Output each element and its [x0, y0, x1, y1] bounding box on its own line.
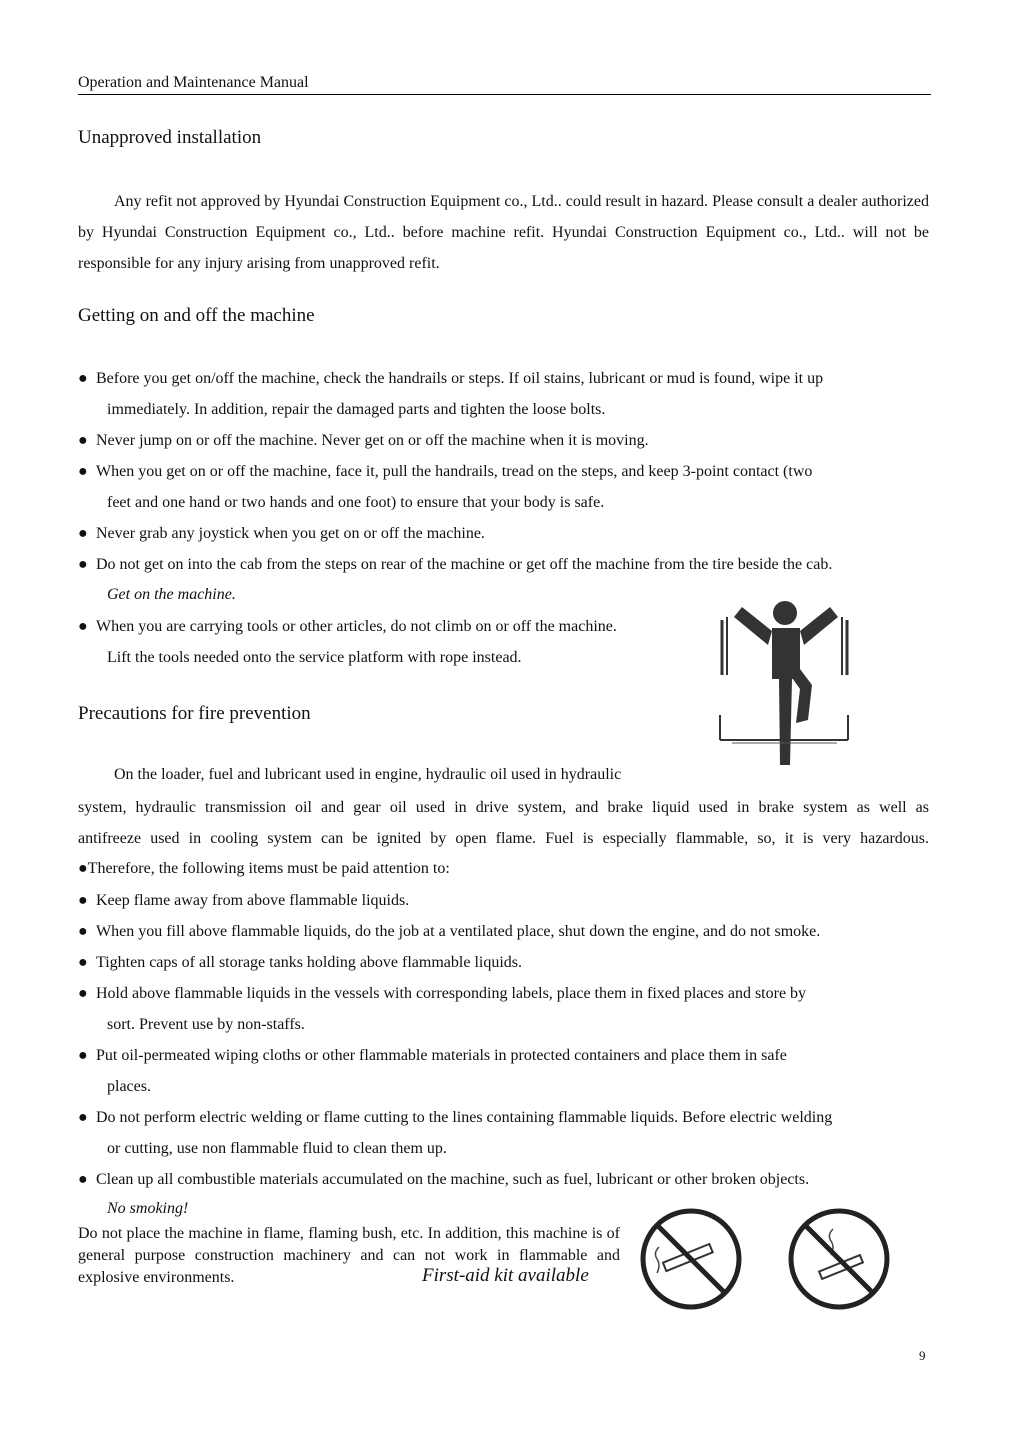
- list-item-text-cont: Lift the tools needed onto the service platform with rope instead.: [107, 649, 522, 666]
- list-item: [78, 363, 929, 425]
- list-item-text: Do not perform electric welding or flame cutting to the lines containing flammable liquids. Before electric welding: [96, 1109, 833, 1126]
- list-item: [78, 518, 929, 549]
- bullet-icon: ●: [78, 923, 88, 940]
- bullet-icon: ●: [78, 1171, 88, 1188]
- bullet-icon: ●: [78, 525, 88, 542]
- list-item: [78, 1040, 929, 1102]
- fire-intro-line-2: system, hydraulic transmission oil and gear oil used in drive system, and brake liquid used in brake system as well as: [78, 799, 929, 816]
- no-smoking-icon: [635, 1203, 747, 1315]
- list-item-text: When you get on or off the machine, face it, pull the handrails, tread on the steps, and keep 3-point contact (two: [96, 463, 813, 480]
- list-item-text: Therefore, the following items must be paid attention to:: [87, 860, 450, 877]
- list-item-text: Never jump on or off the machine. Never get on or off the machine when it is moving.: [96, 432, 649, 449]
- list-item: [78, 916, 929, 947]
- list-item: [78, 947, 929, 978]
- fire-intro-line-3: antifreeze used in cooling system can be ignited by open flame. Fuel is especially flammable, so, it is very hazardous.: [78, 830, 929, 847]
- list-item: [78, 1102, 929, 1164]
- section-heading-getting-on: Getting on and off the machine: [78, 305, 315, 326]
- bullet-icon: ●: [78, 556, 88, 573]
- fire-intro-line-1: On the loader, fuel and lubricant used in engine, hydraulic oil used in hydraulic: [114, 766, 622, 783]
- list-item-text-cont: or cutting, use non flammable fluid to clean them up.: [107, 1140, 447, 1157]
- figure-caption-get-on: Get on the machine.: [107, 586, 236, 603]
- list-item-text: Never grab any joystick when you get on or off the machine.: [96, 525, 485, 542]
- list-item: [78, 425, 929, 456]
- list-item-text-cont: sort. Prevent use by non-staffs.: [107, 1016, 305, 1033]
- list-item: [78, 456, 929, 518]
- no-smoking-icon: [783, 1203, 895, 1315]
- list-item: [78, 549, 929, 580]
- page-header: Operation and Maintenance Manual: [78, 74, 931, 95]
- bullet-icon: ●: [78, 432, 88, 449]
- bullet-icon: ●: [78, 370, 88, 387]
- section-heading-unapproved: Unapproved installation: [78, 127, 262, 148]
- list-item-text: Do not get on into the cab from the steps on rear of the machine or get off the machine from the tire beside the cab.: [96, 556, 833, 573]
- bullet-icon: ●: [78, 954, 88, 971]
- bullet-icon: ●: [78, 463, 88, 480]
- list-item-text-cont: immediately. In addition, repair the damaged parts and tighten the loose bolts.: [107, 401, 606, 418]
- bullet-icon: ●: [78, 892, 88, 909]
- closing-paragraph: Do not place the machine in flame, flaming bush, etc. In addition, this machine is of general purpose construction machinery and can not work in flammable and explosive environments.: [78, 1225, 620, 1286]
- first-aid-note: First-aid kit available: [422, 1265, 589, 1286]
- list-item-text: When you are carrying tools or other articles, do not climb on or off the machine.: [96, 618, 617, 635]
- bullet-icon: ●: [78, 985, 88, 1002]
- list-item-text: When you fill above flammable liquids, do the job at a ventilated place, shut down the engine, and do not smoke.: [96, 923, 821, 940]
- list-item: [78, 1164, 929, 1195]
- list-item: [78, 885, 929, 916]
- list-item-text: Put oil-permeated wiping cloths or other flammable materials in protected containers and place them in safe: [96, 1047, 787, 1064]
- figure-caption-no-smoking: No smoking!: [107, 1200, 189, 1217]
- list-item-text: Hold above flammable liquids in the vessels with corresponding labels, place them in fixed places and store by: [96, 985, 807, 1002]
- list-item-text: Tighten caps of all storage tanks holding above flammable liquids.: [96, 954, 522, 971]
- list-item: [78, 611, 708, 673]
- bullet-icon: ●: [78, 860, 88, 877]
- climbing-person-illustration: [712, 595, 857, 780]
- list-item-text-cont: feet and one hand or two hands and one foot) to ensure that your body is safe.: [107, 494, 605, 511]
- list-item: [78, 860, 450, 878]
- unapproved-paragraph: Any refit not approved by Hyundai Construction Equipment co., Ltd.. could result in hazard. Please consult a dealer authorized by Hyundai Construction Equipment co., Ltd.. before machine refit. Hyundai Construction Equipment co., Ltd.. will not be responsible for any injury arising from unapproved refit.: [78, 193, 929, 272]
- section-heading-fire: Precautions for fire prevention: [78, 703, 311, 724]
- list-item-text: Clean up all combustible materials accumulated on the machine, such as fuel, lubricant or other broken objects.: [96, 1171, 810, 1188]
- list-item-text: Keep flame away from above flammable liquids.: [96, 892, 410, 909]
- bullet-icon: ●: [78, 1047, 88, 1064]
- list-item: [78, 978, 929, 1040]
- list-item-text-cont: places.: [107, 1078, 151, 1095]
- page-number: 9: [919, 1348, 926, 1363]
- bullet-icon: ●: [78, 618, 88, 635]
- list-item-text: Before you get on/off the machine, check the handrails or steps. If oil stains, lubricant or mud is found, wipe it up: [96, 370, 824, 387]
- bullet-icon: ●: [78, 1109, 88, 1126]
